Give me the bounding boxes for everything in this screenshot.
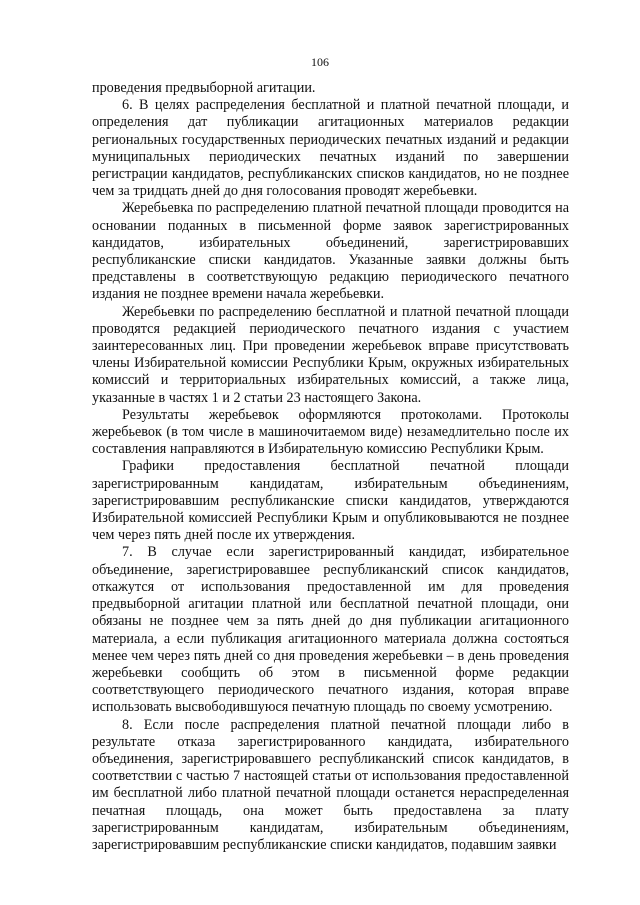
- page-number: 106: [311, 55, 329, 69]
- document-body: [92, 80, 569, 854]
- paragraph-lottery-conduct: Жеребьевки по распределению бесплатной и платной печатной площади проводятся редакцией периодического печатного издания с участием заинтересованных лиц. При проведении жеребьевок вправе присутствовать члены Избирательной комиссии Республики Крым, окружных избирательных комиссий и территориальных избирательных комиссий, а также лица, указанные в частях 1 и 2 статьи 23 настоящего Закона.: [92, 303, 569, 406]
- paragraph-section-8: 8. Если после распределения платной печатной площади либо в результате отказа зарегистрированного кандидата, избирательного объединения, зарегистрировавшего республиканский список кандидатов, в соответствии с частью 7 настоящей статьи от использования предоставленной им бесплатной либо платной печатной площади останется нераспределенная печатная площадь, она может быть предоставлена за плату зарегистрированным кандидатам, избирательным объединениям, зарегистрировавшим республиканские списки кандидатов, подавшим заявки: [92, 716, 569, 853]
- paragraph-paid-space-lottery: Жеребьевка по распределению платной печатной площади проводится на основании поданных в письменной форме заявок зарегистрированных кандидатов, избирательных объединений, зарегистрировавших республиканские списки кандидатов. Указанные заявки должны быть представлены в соответствующую редакцию периодического печатного издания не позднее времени начала жеребьевки.: [92, 200, 569, 303]
- paragraph-continuation: проведения предвыборной агитации.: [92, 80, 316, 96]
- paragraph-lottery-results: Результаты жеребьевок оформляются протоколами. Протоколы жеребьевок (в том числе в машиночитаемом виде) незамедлительно после их составления направляются в Избирательную комиссию Республики Крым.: [92, 406, 569, 458]
- paragraph-free-space-schedules: Графики предоставления бесплатной печатной площади зарегистрированным кандидатам, избирательным объединениям, зарегистрировавшим республиканские списки кандидатов, утверждаются Избирательной комиссией Республики Крым и опубликовываются не позднее чем через пять дней после их утверждения.: [92, 458, 569, 544]
- paragraph-section-7: 7. В случае если зарегистрированный кандидат, избирательное объединение, зарегистрировавшее республиканский список кандидатов, откажутся от использования предоставленной им для проведения предвыборной агитации платной или бесплатной печатной площади, они обязаны не позднее чем за пять дней до дня публикации агитационного материала, а если публикация агитационного материала должна состояться менее чем через пять дней со дня проведения жеребьевки – в день проведения жеребьевки сообщить об этом в письменной форме редакции соответствующего периодического печатного издания, которая вправе использовать высвободившуюся печатную площадь по своему усмотрению.: [92, 544, 569, 716]
- paragraph-section-6: 6. В целях распределения бесплатной и платной печатной площади, и определения дат публикации агитационных материалов редакции региональных государственных периодических печатных изданий и редакции муниципальных периодических печатных изданий по завершении регистрации кандидатов, республиканских списков кандидатов, но не позднее чем за тридцать дней до дня голосования проводят жеребьевки.: [92, 97, 569, 200]
